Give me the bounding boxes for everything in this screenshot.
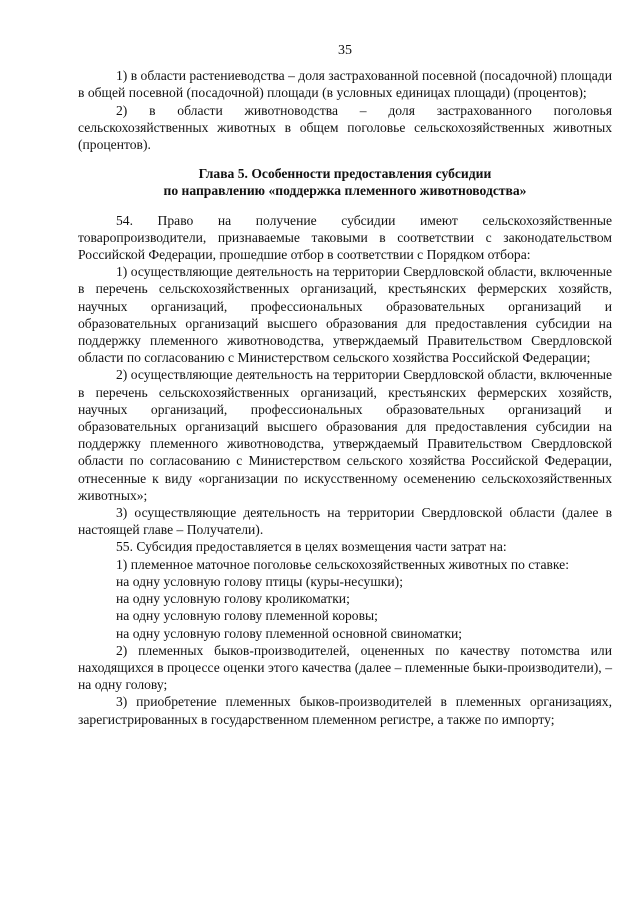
rate-line-cow: на одну условную голову племенной коровы; [116, 608, 378, 624]
clause-54-item-1: 1) осуществляющие деятельность на территории Свердловской области, включенные в перечень сельскохозяйственных организаций, крестьянских фермерских хозяйств, научных организаций, профессиональных образовательных организаций и образовательных организаций высшего образования для предоставления субсидии на поддержку племенного животноводства, утверждаемый Правительством Свердловской области по согласованию с Министерством сельского хозяйства Российской Федерации; [78, 264, 612, 366]
spacer [78, 200, 612, 212]
clause-55-item-3: 3) приобретение племенных быков-производителей в племенных организациях, зарегистрированных в государственном племенном регистре, а также по импорту; [78, 694, 612, 727]
chapter-title-line-2: по направлению «поддержка племенного животноводства» [163, 183, 527, 199]
rate-line-sow: на одну условную голову племенной основной свиноматки; [116, 625, 463, 641]
clause-54: 54. Право на получение субсидии имеют сельскохозяйственные товаропроизводители, признаваемые таковыми в соответствии с законодательством Российской Федерации, прошедшие отбор в соответствии с Порядком отбора: [78, 212, 612, 263]
page-number: 35 [338, 43, 352, 58]
spacer [78, 153, 612, 165]
intro-paragraph-2: 2) в области животноводства – доля застрахованного поголовья сельскохозяйственных животных в общем поголовье сельскохозяйственных животных (процентов). [78, 102, 612, 153]
clause-55-item-1: 1) племенное маточное поголовье сельскохозяйственных животных по ставке: [116, 556, 569, 572]
clause-54-item-3: 3) осуществляющие деятельность на территории Свердловской области (далее в настоящей главе – Получатели). [78, 505, 612, 538]
rate-line-rabbit: на одну условную голову кроликоматки; [116, 591, 350, 607]
clause-55-item-2: 2) племенных быков-производителей, оцененных по качеству потомства или находящихся в процессе оценки этого качества (далее – племенные быки-производители), – на одну голову; [78, 642, 612, 693]
rate-line-poultry: на одну условную голову птицы (куры-несушки); [116, 573, 403, 589]
clause-55: 55. Субсидия предоставляется в целях возмещения части затрат на: [116, 539, 507, 555]
clause-54-item-2: 2) осуществляющие деятельность на территории Свердловской области, включенные в перечень сельскохозяйственных организаций, крестьянских фермерских хозяйств, научных организаций, профессиональных образовательных организаций и образовательных организаций высшего образования для предоставления субсидии на поддержку племенного животноводства, утверждаемый Правительством Свердловской области по согласованию с Министерством сельского хозяйства Российской Федерации, отнесенные к виду «организации по искусственному осеменению сельскохозяйственных животных»; [78, 367, 612, 503]
chapter-title-line-1: Глава 5. Особенности предоставления субсидии [198, 166, 492, 182]
intro-paragraph-1: 1) в области растениеводства – доля застрахованной посевной (посадочной) площади в общей посевной (посадочной) площади (в условных единицах площади) (процентов); [78, 68, 612, 101]
document-page [78, 42, 612, 728]
